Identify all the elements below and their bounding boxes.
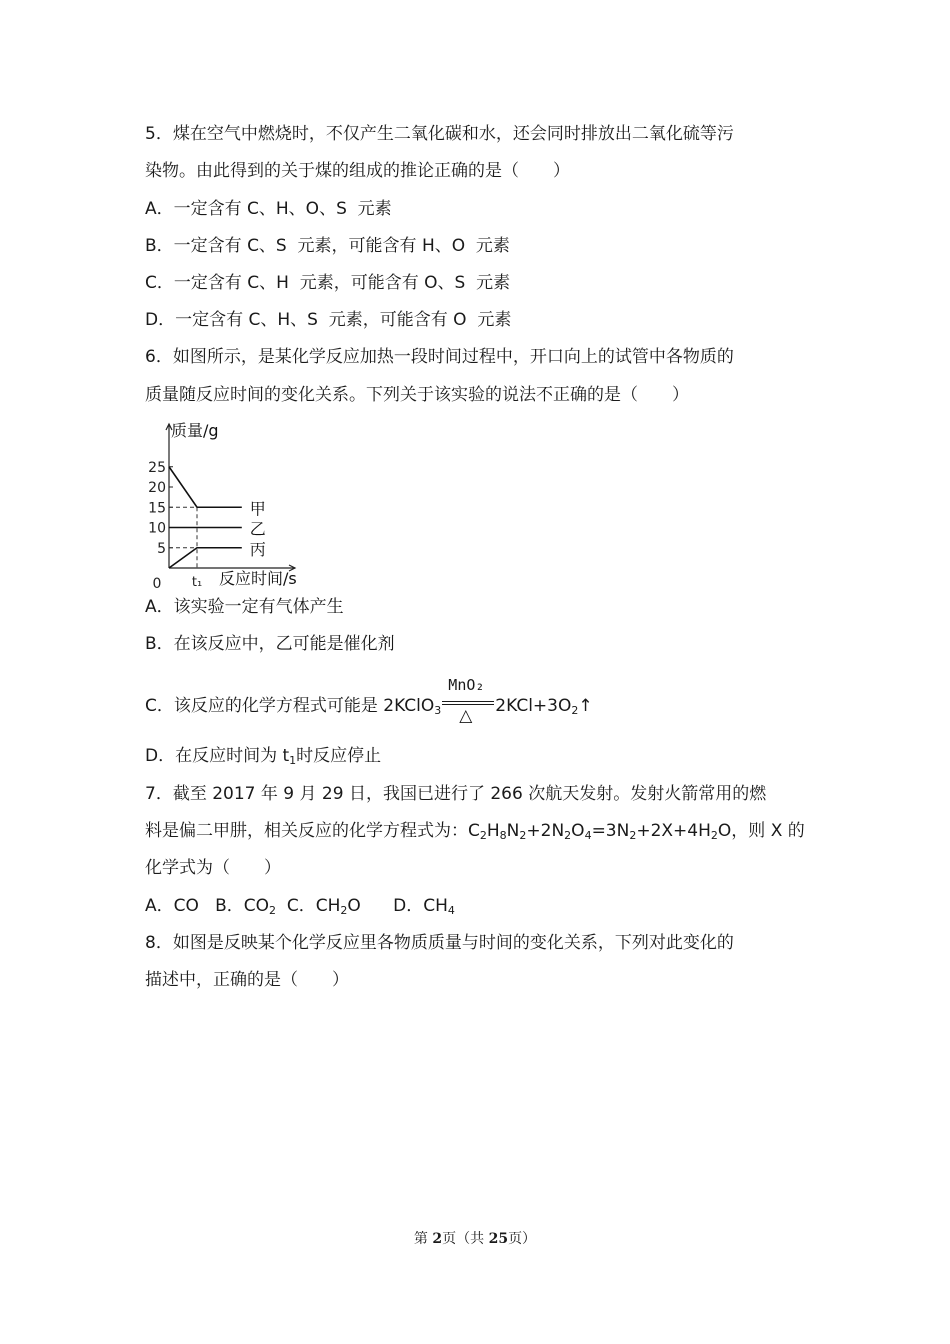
- subscript: 2: [564, 829, 572, 842]
- subscript: 2: [340, 904, 348, 917]
- gas-arrow-icon: ↑: [578, 696, 593, 716]
- q5-stem-line2: [145, 159, 570, 183]
- heat-symbol: △: [459, 706, 473, 726]
- q5-option-c: [145, 271, 510, 295]
- page-number: 2: [432, 1231, 443, 1247]
- subscript: 2: [629, 829, 637, 842]
- q5-stem-text1: 5．煤在空气中燃烧时，不仅产生二氧化碳和水，还会同时排放出二氧化硫等污: [145, 124, 734, 144]
- q7-stem-line1: [145, 782, 766, 806]
- x-axis-title: 反应时间/s: [219, 569, 297, 588]
- q6-option-d-prefix: D．在反应时间为 t: [145, 746, 290, 766]
- footer-text: 第: [413, 1231, 433, 1247]
- q7-options-text: O D．CH: [347, 896, 448, 916]
- chart-axes: [166, 424, 295, 571]
- series-label: 丙: [249, 539, 266, 559]
- q8-stem-line1: [145, 931, 734, 955]
- series-line-3: [169, 548, 242, 568]
- formula-part: +2X+4H: [636, 821, 711, 841]
- q6-option-c-prefix: C．该反应的化学方程式可能是 2KClO: [145, 696, 435, 716]
- equals-bar-top: [442, 701, 494, 702]
- chart-labels: [171, 421, 297, 588]
- y-tick-label: 15: [148, 500, 166, 517]
- catalyst-label: MnO₂: [448, 676, 485, 694]
- q6-option-d-suffix: 时反应停止: [296, 746, 382, 766]
- q6-stem-line1: [145, 345, 734, 369]
- q7-options-text: C．CH: [276, 896, 341, 916]
- q6-option-b-text: B．在该反应中，乙可能是催化剂: [145, 634, 395, 654]
- q5-option-c-text: C．一定含有 C、H 元素，可能含有 O、S 元素: [145, 273, 511, 293]
- formula-part: O，则 X 的: [717, 821, 805, 841]
- q8-stem-text1: 8．如图是反映某个化学反应里各物质质量与时间的变化关系，下列对此变化的: [145, 933, 734, 953]
- q5-option-d-text: D．一定含有 C、H、S 元素，可能含有 O 元素: [145, 310, 512, 330]
- subscript: 1: [289, 754, 297, 767]
- formula-part: +2N: [526, 821, 565, 841]
- subscript: 2: [269, 904, 277, 917]
- q7-options: [145, 894, 455, 918]
- q7-options-text: A．CO B．CO: [145, 896, 270, 916]
- y-tick-label: 20: [148, 480, 166, 496]
- y-tick-label: 10: [148, 520, 166, 537]
- q6-stem-text1: 6．如图所示，是某化学反应加热一段时间过程中，开口向上的试管中各物质的: [145, 347, 734, 367]
- series-label: 甲: [249, 499, 266, 519]
- x-tick-label: t₁: [191, 575, 203, 588]
- q5-option-b-text: B．一定含有 C、S 元素，可能含有 H、O 元素: [145, 236, 510, 256]
- q8-stem-text2: 描述中，正确的是（ ）: [145, 970, 349, 990]
- q7-stem-text3: 化学式为（ ）: [145, 858, 281, 878]
- q5-option-a: [145, 197, 392, 221]
- q8-stem-line2: [145, 968, 349, 992]
- chart-series: [169, 467, 242, 568]
- q5-option-d: [145, 308, 511, 332]
- formula-part: O: [571, 821, 585, 841]
- footer-text: 页（共: [442, 1231, 489, 1247]
- subscript: 2: [479, 829, 487, 842]
- subscript: 2: [519, 829, 527, 842]
- q6-option-a-text: A．该实验一定有气体产生: [145, 597, 344, 617]
- subscript: 2: [710, 829, 718, 842]
- subscript: 8: [499, 829, 507, 842]
- series-label: 乙: [249, 519, 266, 539]
- q6-option-a: [145, 595, 344, 619]
- q6-option-c-products: 2KCl+3O: [495, 696, 572, 716]
- subscript: 2: [571, 704, 579, 717]
- formula-part: =3N: [591, 821, 630, 841]
- q6-stem-text2: 质量随反应时间的变化关系。下列关于该实验的说法不正确的是（ ）: [145, 385, 689, 405]
- subscript: 3: [434, 704, 442, 717]
- q5-stem-line1: [145, 122, 734, 146]
- q5-option-b: [145, 234, 510, 258]
- y-axis-title: 质量/g: [171, 421, 219, 440]
- q6-option-c: [145, 676, 593, 726]
- q6-mass-time-chart: [145, 418, 315, 588]
- footer-text: 页）: [508, 1231, 537, 1247]
- series-line-1: [169, 467, 242, 508]
- q6-option-d: [145, 744, 381, 768]
- q6-option-b: [145, 632, 395, 656]
- reaction-condition: [442, 676, 494, 726]
- q6-stem-line2: [145, 383, 689, 407]
- subscript: 4: [447, 904, 455, 917]
- y-tick-label: 5: [157, 540, 166, 557]
- origin-label: 0: [152, 576, 162, 588]
- total-pages: 25: [488, 1231, 509, 1247]
- formula-part: N: [506, 821, 520, 841]
- subscript: 4: [584, 829, 592, 842]
- page-footer: [0, 1228, 950, 1248]
- q7-stem-text2: 料是偏二甲肼，相关反应的化学方程式为：C: [145, 821, 480, 841]
- q7-stem-text1: 7．截至 2017 年 9 月 29 日，我国已进行了 266 次航天发射。发射火箭常用的燃: [145, 784, 767, 804]
- q7-stem-line2: [145, 819, 805, 843]
- q5-stem-text2: 染物。由此得到的关于煤的组成的推论正确的是（ ）: [145, 161, 570, 181]
- formula-part: H: [486, 821, 500, 841]
- q7-stem-line3: [145, 856, 281, 880]
- y-tick-label: 25: [148, 459, 166, 476]
- chart-y-ticks: [148, 460, 202, 588]
- q5-option-a-text: A．一定含有 C、H、O、S 元素: [145, 199, 392, 219]
